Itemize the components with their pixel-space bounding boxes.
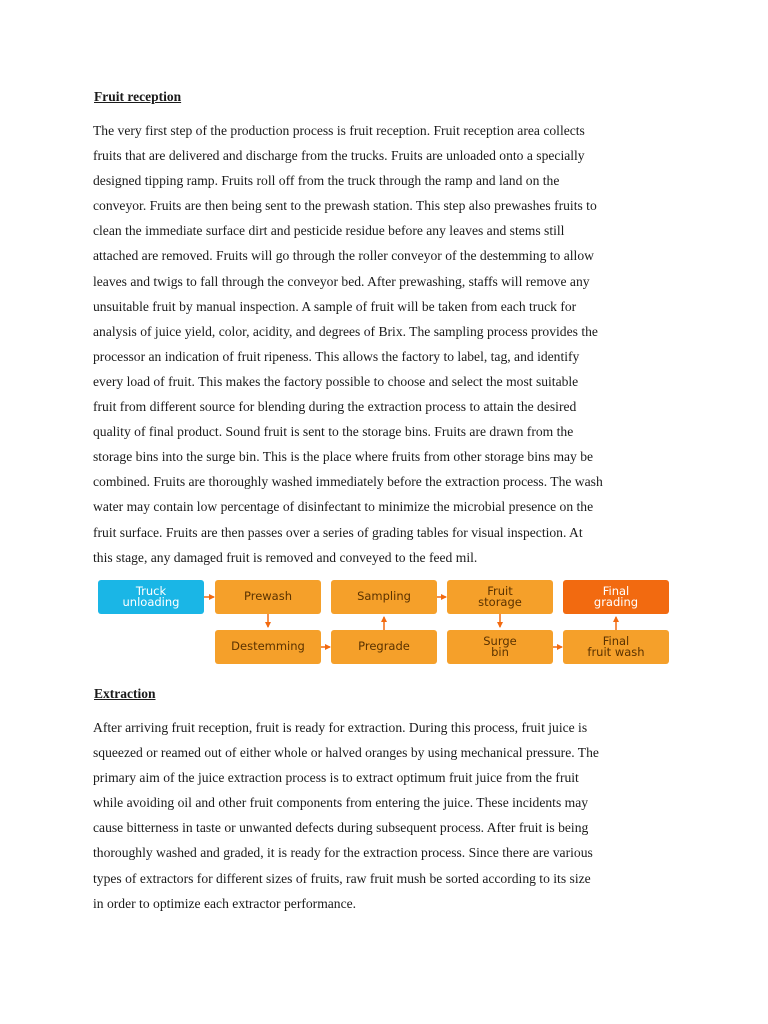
node-label-line: Truck: [135, 583, 167, 598]
node-final-fruit-wash: [563, 630, 669, 664]
node-label-line: Prewash: [243, 589, 293, 604]
text-line: cause bitterness in taste or unwanted defects during subsequent process. After fruit is being: [93, 820, 589, 836]
text-line: fruit surface. Fruits are then passes over a series of grading tables for visual inspection. At: [93, 524, 583, 540]
text-line: conveyor. Fruits are then being sent to the prewash station. This step also prewashes fruits to: [93, 198, 597, 214]
node-label-line: Final: [602, 583, 630, 598]
node-pregrade: [331, 630, 437, 664]
text-line: primary aim of the juice extraction process is to extract optimum fruit juice from the fruit: [93, 770, 579, 786]
text-line: leaves and twigs to fall through the conveyor bed. After prewashing, staffs will remove any: [93, 273, 590, 289]
text-line: types of extractors for different sizes of fruits, raw fruit mush be sorted according to its size: [93, 870, 591, 886]
text-line: processor an indication of fruit ripeness. This allows the factory to label, tag, and identify: [93, 348, 580, 364]
node-surge-bin: [447, 630, 553, 664]
text-line: fruit from different source for blending during the extraction process to attain the desired: [93, 399, 577, 415]
section-heading-fruit-reception: Fruit reception: [94, 89, 182, 104]
text-line: squeezed or reamed out of either whole or halved oranges by using mechanical pressure. The: [93, 745, 599, 761]
text-line: attached are removed. Fruits will go through the roller conveyor of the destemming to allow: [93, 248, 594, 264]
text-line: The very first step of the production process is fruit reception. Fruit reception area collects: [93, 123, 585, 138]
node-fruit-storage: [447, 580, 553, 614]
node-label-line: grading: [593, 595, 639, 609]
paragraph-fruit-reception: [93, 118, 679, 570]
text-line: quality of final product. Sound fruit is sent to the storage bins. Fruits are drawn from the: [93, 424, 574, 440]
node-label-line: Pregrade: [358, 639, 410, 654]
text-line: After arriving fruit reception, fruit is ready for extraction. During this process, fruit juice is: [93, 720, 588, 735]
text-line: storage bins into the surge bin. This is the place where fruits from other storage bins may be: [93, 449, 594, 465]
node-final-grading: [563, 580, 669, 614]
text-line: analysis of juice yield, color, acidity, and degrees of Brix. The sampling process provides the: [93, 323, 598, 339]
node-sampling: [331, 580, 437, 614]
section-heading-extraction: Extraction: [94, 686, 156, 701]
node-label-line: fruit wash: [587, 645, 645, 659]
node-label-line: Destemming: [231, 639, 305, 654]
node-label-line: storage: [478, 595, 522, 609]
text-line: thoroughly washed and graded, it is ready for the extraction process. Since there are various: [93, 845, 593, 861]
text-line: water may contain low percentage of disinfectant to minimize the microbial presence on the: [93, 499, 594, 515]
node-prewash: [215, 580, 321, 614]
text-line: while avoiding oil and other fruit components from entering the juice. These incidents may: [93, 795, 589, 811]
node-label-line: unloading: [122, 595, 180, 609]
text-line: designed tipping ramp. Fruits roll off from the truck through the ramp and land on the: [93, 173, 560, 189]
text-line: in order to optimize each extractor performance.: [93, 895, 357, 911]
text-line: this stage, any damaged fruit is removed and conveyed to the feed mil.: [93, 549, 478, 565]
node-label-line: Surge: [483, 633, 517, 648]
text-line: combined. Fruits are thoroughly washed immediately before the extraction process. The wash: [93, 474, 603, 490]
text-line: unsuitable fruit by manual inspection. A sample of fruit will be taken from each truck for: [93, 298, 577, 314]
node-destemming: [215, 630, 321, 664]
text-line: fruits that are delivered and discharge from the trucks. Fruits are unloaded onto a specially: [93, 148, 585, 164]
text-line: every load of fruit. This makes the factory possible to choose and select the most suitable: [93, 373, 579, 389]
process-flow-diagram: [98, 580, 670, 666]
node-truck-unloading: [98, 580, 204, 614]
paragraph-extraction: [93, 715, 679, 916]
node-label-line: Fruit: [487, 583, 513, 598]
node-label-line: Final: [602, 633, 630, 648]
node-label-line: Sampling: [357, 589, 411, 604]
node-label-line: bin: [491, 645, 509, 659]
text-line: clean the immediate surface dirt and pesticide residue before any leaves and stems still: [93, 223, 565, 239]
